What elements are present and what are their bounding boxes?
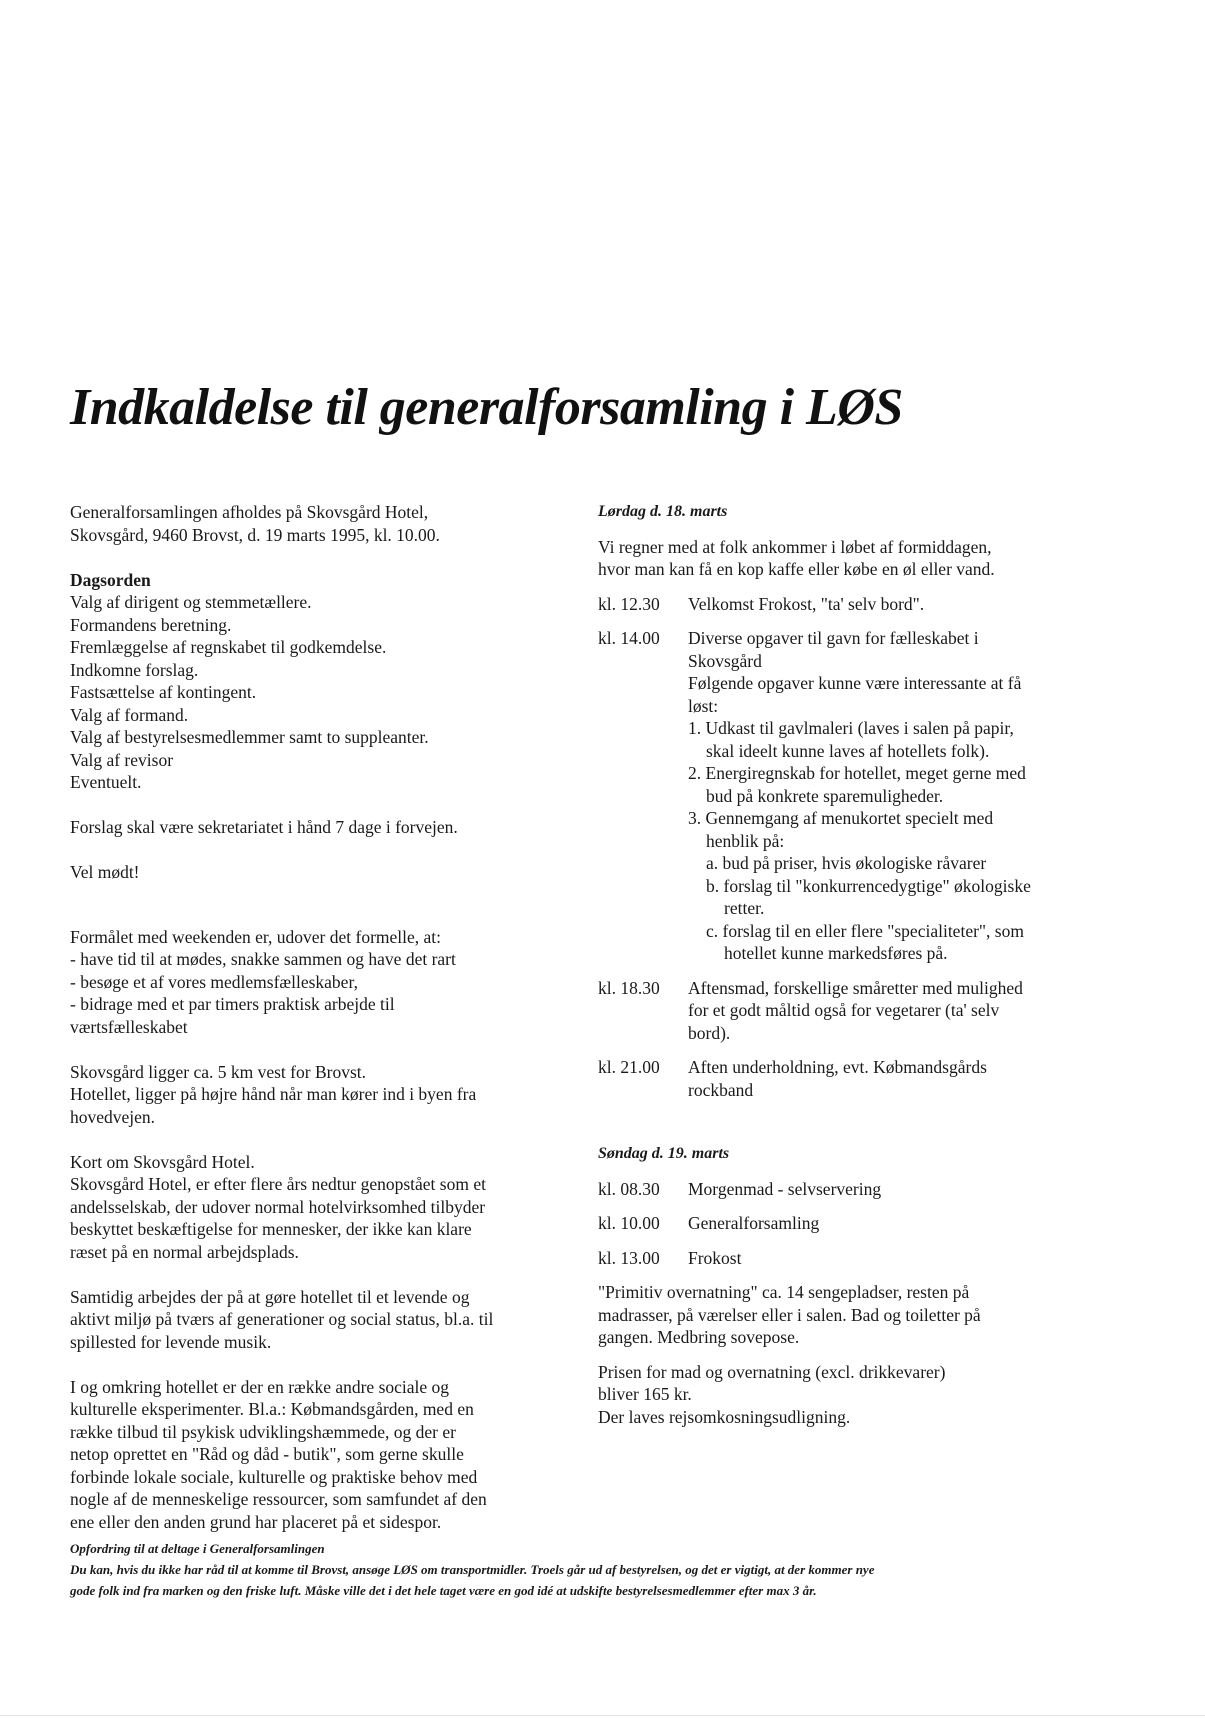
schedule-time: kl. 12.30: [598, 593, 660, 614]
task-item: 3. Gennemgang af menukortet specielt med: [688, 808, 994, 828]
around-line: netop oprettet en "Råd og dåd - butik", som gerne skulle: [70, 1444, 464, 1464]
schedule-time: kl. 08.30: [598, 1178, 660, 1199]
purpose-line: værtsfælleskabet: [70, 1016, 188, 1037]
agenda-item: Eventuelt.: [70, 772, 142, 792]
task-item: skal ideelt kunne laves af hotellets folk).: [706, 740, 990, 761]
schedule-row: [598, 593, 1098, 616]
agenda-item: Fremlæggelse af regnskabet til godkemdelse.: [70, 637, 387, 657]
work-line: Samtidig arbejdes der på at gøre hotellet til et levende og: [70, 1286, 470, 1307]
schedule-time: kl. 14.00: [598, 628, 660, 648]
agenda-item: Valg af formand.: [70, 704, 189, 725]
agenda-heading: Dagsorden: [70, 569, 151, 590]
footer-heading: Opfordring til at deltage i Generalforsamlingen: [70, 1541, 325, 1556]
agenda-item: Valg af bestyrelsesmedlemmer samt to suppleanter.: [70, 727, 429, 747]
footer-line: gode folk ind fra marken og den friske luft. Måske ville det i det hele taget være en god idé at udskifte bestyrelsesmedlemmer efter max 3 år.: [70, 1583, 817, 1598]
left-column: [70, 501, 570, 1533]
purpose-line: - bidrage med et par timers praktisk arbejde til: [70, 994, 395, 1014]
schedule-time: kl. 10.00: [598, 1213, 660, 1233]
agenda-item: Fastsættelse af kontingent.: [70, 682, 257, 702]
around-line: række tilbud til psykisk udviklingshæmmede, og der er: [70, 1421, 456, 1442]
schedule-text: for et godt måltid også for vegetarer (ta' selv: [688, 1000, 1000, 1020]
schedule-text: rockband: [688, 1079, 754, 1100]
about-line: andelsselskab, der udover normal hotelvirksomhed tilbyder: [70, 1196, 486, 1217]
sunday-heading: Søndag d. 19. marts: [598, 1145, 730, 1162]
task-item: 1. Udkast til gavlmaleri (laves i salen på papir,: [688, 718, 1014, 738]
purpose-line: Formålet med weekenden er, udover det formelle, at:: [70, 926, 442, 947]
right-column: [598, 501, 1098, 1428]
schedule-text: Morgenmad - selvservering: [688, 1178, 882, 1199]
saturday-heading: Lørdag d. 18. marts: [598, 503, 728, 520]
task-item: bud på konkrete sparemuligheder.: [706, 785, 944, 806]
task-subitem: c. forslag til en eller flere "specialiteter", som: [706, 920, 1024, 941]
proposals-note: Forslag skal være sekretariatet i hånd 7 dage i forvejen.: [70, 817, 458, 837]
lodging-line: madrasser, på værelser eller i salen. Bad og toiletter på: [598, 1304, 981, 1325]
schedule-row: [598, 1056, 1098, 1101]
location-line: Skovsgård ligger ca. 5 km vest for Brovst.: [70, 1061, 366, 1082]
schedule-text: Frokost: [688, 1247, 742, 1268]
lodging-line: "Primitiv overnatning" ca. 14 sengepladser, resten på: [598, 1282, 970, 1302]
around-line: forbinde lokale sociale, kulturelle og praktiske behov med: [70, 1466, 478, 1487]
agenda-item: Formandens beretning.: [70, 614, 232, 635]
intro-line: Generalforsamlingen afholdes på Skovsgård Hotel,: [70, 502, 429, 522]
schedule-time: kl. 13.00: [598, 1247, 660, 1268]
schedule-row: [598, 977, 1098, 1045]
intro-line: Skovsgård, 9460 Brovst, d. 19 marts 1995, kl. 10.00.: [70, 524, 440, 545]
schedule-text: Følgende opgaver kunne være interessante at få: [688, 673, 1022, 693]
work-line: aktivt miljø på tværs af generationer og social status, bl.a. til: [70, 1309, 494, 1329]
task-subitem: hotellet kunne markedsføres på.: [724, 943, 948, 963]
task-subitem: a. bud på priser, hvis økologiske råvarer: [706, 853, 987, 873]
schedule-row: [598, 1247, 1098, 1270]
schedule-text: Aftensmad, forskellige småretter med mulighed: [688, 977, 1023, 998]
welcome-text: Vel mødt!: [70, 862, 140, 882]
agenda-item: Indkomne forslag.: [70, 659, 199, 680]
about-line: beskyttet beskæftigelse for mennesker, der ikke kan klare: [70, 1219, 472, 1239]
price-line: Prisen for mad og overnatning (excl. drikkevarer): [598, 1361, 946, 1382]
work-line: spillested for levende musik.: [70, 1331, 272, 1352]
agenda-item: Valg af dirigent og stemmetællere.: [70, 592, 312, 612]
arrival-line: hvor man kan få en kop kaffe eller købe en øl eller vand.: [598, 559, 995, 579]
schedule-text: Generalforsamling: [688, 1213, 820, 1233]
purpose-line: - have tid til at mødes, snakke sammen og have det rart: [70, 949, 456, 969]
schedule-time: kl. 21.00: [598, 1057, 660, 1077]
about-line: Kort om Skovsgård Hotel.: [70, 1151, 255, 1172]
schedule-text: løst:: [688, 695, 719, 716]
arrival-line: Vi regner med at folk ankommer i løbet af formiddagen,: [598, 536, 992, 557]
schedule-text: Skovsgård: [688, 650, 762, 671]
location-line: hovedvejen.: [70, 1106, 156, 1127]
footer-line: Du kan, hvis du ikke har råd til at komme til Brovst, ansøge LØS om transportmidler. Troels går ud af bestyrelsen, og det er vigtigt, at der kommer nye: [70, 1562, 875, 1577]
task-subitem: retter.: [724, 898, 765, 918]
schedule-row: [598, 1212, 1098, 1235]
around-line: nogle af de menneskelige ressourcer, som samfundet af den: [70, 1489, 487, 1509]
bottom-divider: [0, 1715, 1205, 1716]
about-line: Skovsgård Hotel, er efter flere års nedtur genopstået som et: [70, 1174, 486, 1194]
schedule-text: bord).: [688, 1022, 731, 1043]
schedule-text: Velkomst Frokost, "ta' selv bord".: [688, 593, 925, 614]
purpose-line: - besøge et af vores medlemsfælleskaber,: [70, 971, 358, 992]
agenda-item: Valg af revisor: [70, 749, 174, 770]
schedule-text: Aften underholdning, evt. Købmandsgårds: [688, 1057, 987, 1077]
footer-note: [70, 1538, 1140, 1601]
around-line: kulturelle eksperimenter. Bl.a.: Købmandsgården, med en: [70, 1399, 474, 1419]
page-title: Indkaldelse til generalforsamling i LØS: [70, 379, 903, 436]
task-subitem: b. forslag til "konkurrencedygtige" økologiske: [706, 875, 1031, 896]
price-line: Der laves rejsomkosningsudligning.: [598, 1406, 851, 1427]
schedule-row: [598, 627, 1098, 717]
price-line: bliver 165 kr.: [598, 1384, 692, 1404]
around-line: ene eller den anden grund har placeret på et sidespor.: [70, 1511, 442, 1532]
task-item: 2. Energiregnskab for hotellet, meget gerne med: [688, 763, 1026, 783]
schedule-time: kl. 18.30: [598, 977, 660, 998]
schedule-text: Diverse opgaver til gavn for fælleskabet i: [688, 628, 979, 648]
task-item: henblik på:: [706, 830, 785, 851]
about-line: ræset på en normal arbejdsplads.: [70, 1241, 299, 1262]
around-line: I og omkring hotellet er der en række andre sociale og: [70, 1376, 450, 1397]
lodging-line: gangen. Medbring sovepose.: [598, 1327, 800, 1347]
location-line: Hotellet, ligger på højre hånd når man kører ind i byen fra: [70, 1084, 477, 1104]
schedule-row: [598, 1178, 1098, 1201]
